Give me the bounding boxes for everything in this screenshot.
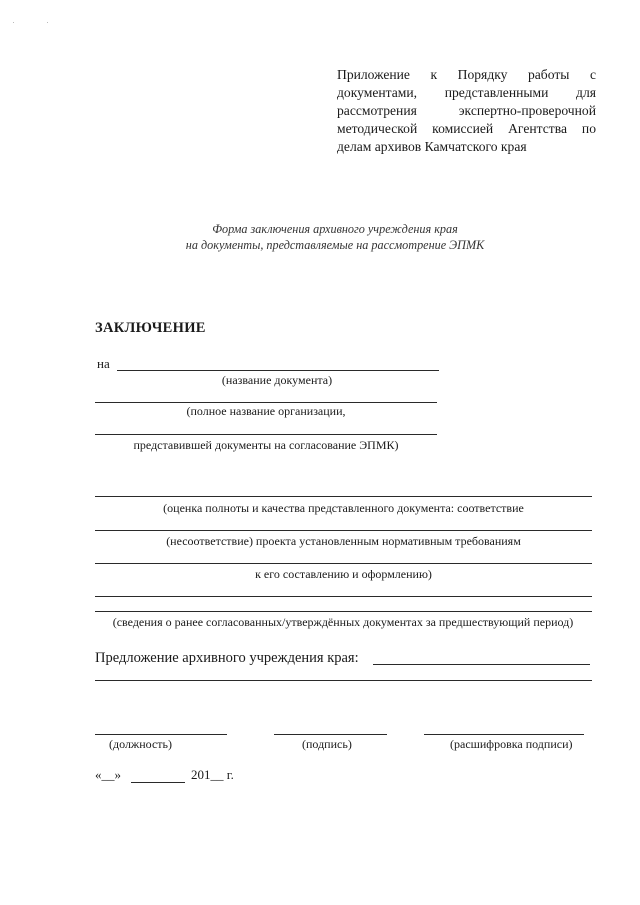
signature-line[interactable] (274, 734, 387, 735)
previous-docs-line-2[interactable] (95, 611, 592, 612)
document-name-line[interactable] (117, 370, 439, 371)
signature-caption: (подпись) (302, 737, 352, 751)
appendix-line: делам архивов Камчатского края (337, 139, 527, 154)
organization-caption: (полное название организации, (186, 404, 346, 418)
assessment-caption-1: (оценка полноты и качества представленного документа: соответствие (163, 501, 524, 515)
appendix-note (337, 66, 596, 156)
form-title-line-2: на документы, представляемые на рассмотрение ЭПМК (185, 238, 485, 252)
signature-decoding-caption: (расшифровка подписи) (450, 737, 573, 751)
scan-speck (13, 22, 14, 23)
position-caption: (должность) (109, 737, 172, 751)
date-month-line[interactable] (131, 782, 185, 783)
appendix-line: рассмотрения экспертно-проверочной (337, 103, 596, 118)
submitter-caption: представившей документы на согласование ЭПМК) (133, 438, 399, 452)
appendix-line: Приложение к Порядку работы с (337, 67, 596, 82)
appendix-line: документами, представленными для (337, 85, 596, 100)
previous-docs-line-1[interactable] (95, 596, 592, 597)
proposal-line[interactable] (95, 680, 592, 681)
proposal-line-inline[interactable] (373, 664, 590, 665)
scan-speck (47, 22, 48, 23)
na-prefix: на (97, 356, 110, 371)
date-day[interactable]: «__» (95, 767, 121, 782)
signature-decoding-line[interactable] (424, 734, 584, 735)
proposal-label: Предложение архивного учреждения края: (95, 650, 359, 666)
assessment-caption-2: (несоответствие) проекта установленным нормативным требованиям (166, 534, 521, 548)
form-title-line-1: Форма заключения архивного учреждения края (212, 222, 458, 236)
position-line[interactable] (95, 734, 227, 735)
assessment-line-3[interactable] (95, 563, 592, 564)
organization-name-line[interactable] (95, 402, 437, 403)
document-name-caption: (название документа) (221, 373, 333, 387)
assessment-caption-3: к его составлению и оформлению) (255, 567, 432, 581)
document-heading: ЗАКЛЮЧЕНИЕ (95, 320, 206, 336)
previous-docs-caption: (сведения о ранее согласованных/утверждённых документах за предшествующий период) (112, 615, 574, 629)
submitter-line[interactable] (95, 434, 437, 435)
date-year[interactable]: 201__ г. (191, 767, 234, 782)
appendix-line: методической комиссией Агентства по (337, 121, 596, 136)
assessment-line-2[interactable] (95, 530, 592, 531)
assessment-line-1[interactable] (95, 496, 592, 497)
